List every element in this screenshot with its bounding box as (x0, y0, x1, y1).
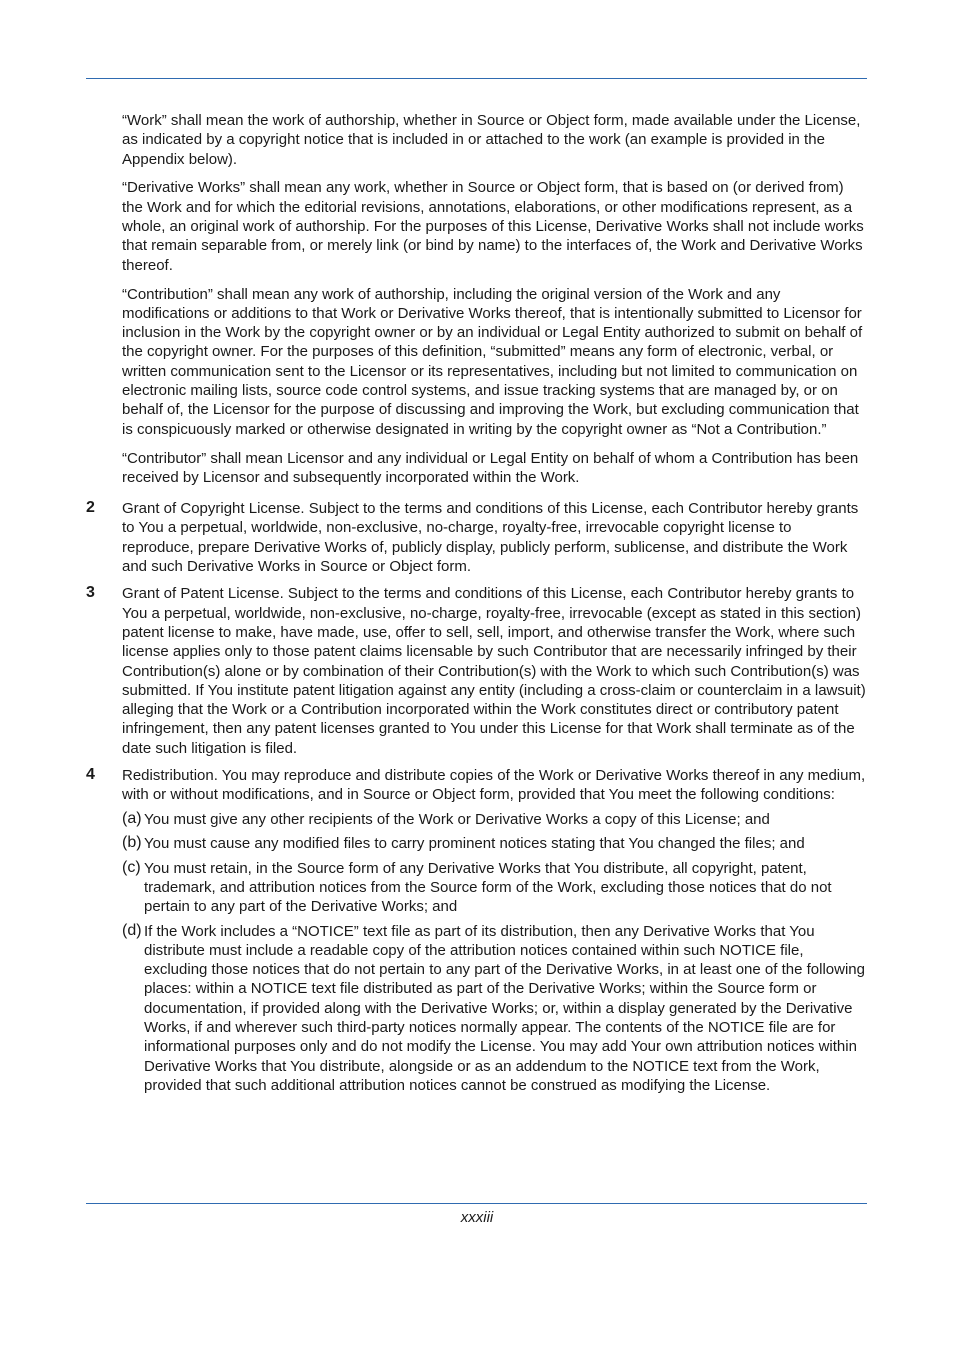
condition-a (122, 810, 867, 829)
condition-text: If the Work includes a “NOTICE” text file as part of its distribution, then any Derivative Works that You distribute must include a readable copy of the attribution notices contained within such NOTICE file, excluding those notices that do not pertain to any part of the Derivative Works, in at least one of the following places: within a NOTICE text file distributed as part of the Derivative Works; within the Source form or documentation, if provided along with the Derivative Works; or, within a display generated by the Derivative Works, if and wherever such third-party notices normally appear. The contents of the NOTICE file are for informational purposes only and do not modify the License. You may add Your own attribution notices within Derivative Works that You distribute, alongside or as an addendum to the NOTICE text from the Work, provided that such additional attribution notices cannot be construed as modifying the License. (144, 922, 865, 1094)
definition-derivative-works: “Derivative Works” shall mean any work, whether in Source or Object form, that is based on (or derived from) the Work and for which the editorial revisions, annotations, elaborations, or other modifications represent, as a whole, an original work of authorship. For the purposes of this License, Derivative Works shall not include works that remain separable from, or merely link (or bind by name) to the interfaces of, the Work and Derivative Works thereof. (122, 179, 864, 274)
section-number: 4 (86, 765, 95, 783)
definition-contribution: “Contribution” shall mean any work of authorship, including the original version of the Work and any modifications or additions to that Work or Derivative Works thereof, that is intentionally submitted to Licensor for inclusion in the Work by the copyright owner or by an individual or Legal Entity authorized to submit on behalf of the copyright owner. For the purposes of this definition, “submitted” means any form of electronic, verbal, or written communication sent to the Licensor or its representatives, including but not limited to communication on electronic mailing lists, source code control systems, and issue tracking systems that are managed by, or on behalf of, the Licensor for the purpose of discussing and improving the Work, but excluding communication that is conspicuously marked or otherwise designated in writing by the copyright owner as “Not a Contribution.” (122, 285, 863, 438)
condition-label: (b) (122, 834, 142, 852)
section-text: Grant of Copyright License. Subject to the terms and conditions of this License, each Contributor hereby grants to You a perpetual, worldwide, non-exclusive, no-charge, royalty-free, irrevocable copyright license to reproduce, prepare Derivative Works of, publicly display, publicly perform, sublicense, and distribute the Work and such Derivative Works in Source or Object form. (122, 500, 859, 576)
definition-work: “Work” shall mean the work of authorship, whether in Source or Object form, made available under the License, as indicated by a copyright notice that is included in or attached to the work (an example is provided in the Appendix below). (122, 112, 861, 168)
condition-b (122, 834, 867, 853)
section-number: 2 (86, 499, 95, 517)
condition-label: (c) (122, 858, 141, 876)
condition-c (122, 858, 867, 917)
section-text: Grant of Patent License. Subject to the terms and conditions of this License, each Contributor hereby grants to You a perpetual, worldwide, non-exclusive, no-charge, royalty-free, irrevocable (except as stated in this section) patent license to make, have made, use, offer to sell, sell, import, and otherwise transfer the Work, where such license applies only to those patent claims licensable by such Contributor that are necessarily infringed by their Contribution(s) alone or by combination of their Contribution(s) with the Work to which such Contribution(s) was submitted. If You institute patent litigation against any entity (including a cross-claim or counterclaim in a lawsuit) alleging that the Work or a Contribution incorporated within the Work constitutes direct or contributory patent infringement, then any patent licenses granted to You under this License for that Work shall terminate as of the date such litigation is filed. (122, 585, 866, 757)
condition-d (122, 921, 867, 1096)
section-text: Redistribution. You may reproduce and distribute copies of the Work or Derivative Works thereof in any medium, with or without modifications, and in Source or Object form, provided that You meet the following conditions: (122, 766, 866, 804)
condition-label: (a) (122, 810, 142, 828)
header-rule (86, 78, 867, 79)
condition-text: You must cause any modified files to carry prominent notices stating that You changed the files; and (144, 835, 805, 853)
page-body (0, 111, 954, 1100)
section-2 (86, 499, 867, 576)
definition-contributor: “Contributor” shall mean Licensor and any individual or Legal Entity on behalf of whom a Contribution has been received by Licensor and subsequently incorporated within the Work. (122, 449, 859, 486)
footer-rule (86, 1203, 867, 1204)
condition-label: (d) (122, 921, 142, 939)
page-number: xxxiii (460, 1209, 494, 1226)
condition-text: You must retain, in the Source form of any Derivative Works that You distribute, all copyright, patent, trademark, and attribution notices from the Source form of the Work, excluding those notices that do not pertain to any part of the Derivative Works; and (144, 859, 832, 916)
condition-text: You must give any other recipients of the Work or Derivative Works a copy of this License; and (144, 811, 770, 829)
section-3 (86, 584, 867, 758)
section-number: 3 (86, 584, 95, 602)
section-4 (86, 765, 867, 805)
